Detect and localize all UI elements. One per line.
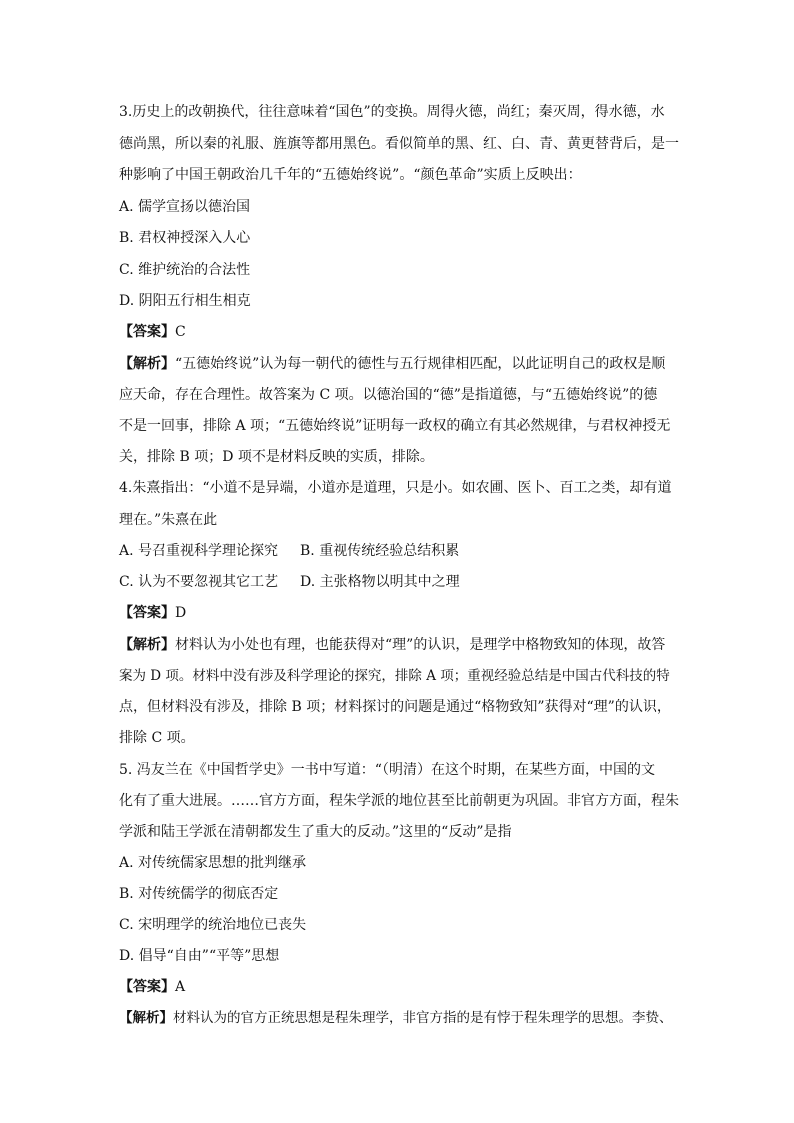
analysis-label: 【解析】 bbox=[119, 1010, 173, 1026]
q4-analysis-line-1 bbox=[119, 635, 679, 655]
analysis-label: 【解析】 bbox=[119, 356, 175, 372]
q5-analysis-line-1 bbox=[119, 1008, 679, 1028]
q5-option-c: C. 宋明理学的统治地位已丧失 bbox=[119, 917, 307, 933]
q4-analysis-line-4: 排除 C 项。 bbox=[119, 730, 195, 746]
q4-options-row-2 bbox=[119, 572, 679, 592]
q3-stem-line-3: 种影响了中国王朝政治几千年的“五德始终说”。“颜色革命”实质上反映出： bbox=[119, 167, 582, 183]
q3-stem-line-1: 3.历史上的改朝换代，往往意味着“国色”的变换。周得火德，尚红；秦灭周，得水德，水 bbox=[119, 104, 665, 120]
q5-stem-line-3: 学派和陆王学派在清朝都发生了重大的反动。”这里的“反动”是指 bbox=[119, 824, 512, 840]
q3-option-c: C. 维护统治的合法性 bbox=[119, 262, 251, 278]
answer-label: 【答案】 bbox=[119, 605, 175, 621]
q4-options-row-1 bbox=[119, 541, 679, 561]
q4-analysis-line-3: 点，但材料没有涉及，排除 B 项；材料探讨的问题是通过“格物致知”获得对“理”的认识， bbox=[119, 699, 671, 715]
analysis-text: 材料认为的官方正统思想是程朱理学，非官方指的是有悖于程朱理学的思想。李贽、 bbox=[173, 1010, 673, 1026]
q5-stem-line-2: 化有了重大进展。……官方方面，程朱学派的地位甚至比前朝更为巩固。非官方方面，程朱 bbox=[119, 793, 679, 809]
q3-option-a: A. 儒学宣扬以德治国 bbox=[119, 199, 251, 215]
q3-analysis-line-2: 应天命，存在合理性。故答案为 C 项。以德治国的“德”是指道德，与“五德始终说”的德 bbox=[119, 387, 658, 403]
q3-option-b: B. 君权神授深入人心 bbox=[119, 230, 251, 246]
q3-option-d: D. 阴阳五行相生相克 bbox=[119, 293, 251, 309]
q4-answer bbox=[119, 603, 679, 623]
analysis-text: 材料认为小处也有理，也能获得对“理”的认识，是理学中格物致知的体现，故答 bbox=[175, 637, 666, 653]
q4-option-a: A. 号召重视科学理论探究 bbox=[119, 543, 279, 559]
q4-stem-line-1: 4.朱熹指出：“小道不是异端，小道亦是道理，只是小。如农圃、医卜、百工之类，却有道 bbox=[119, 480, 672, 496]
q3-answer bbox=[119, 322, 679, 342]
answer-value: A bbox=[175, 979, 186, 995]
q3-analysis-line-3: 不是一回事，排除 A 项；“五德始终说”证明每一政权的确立有其必然规律，与君权神授无 bbox=[119, 418, 671, 434]
q5-option-d: D. 倡导“自由”“平等”思想 bbox=[119, 948, 280, 964]
q5-option-a: A. 对传统儒家思想的批判继承 bbox=[119, 855, 307, 871]
q3-stem-line-2: 德尚黑，所以秦的礼服、旌旗等都用黑色。看似简单的黑、红、白、青、黄更替背后，是一 bbox=[119, 136, 679, 152]
q5-answer bbox=[119, 977, 679, 997]
answer-value: C bbox=[175, 324, 186, 340]
q5-stem-line-1: 5. 冯友兰在《中国哲学史》一书中写道：“（明清）在这个时期，在某些方面，中国的文 bbox=[119, 762, 655, 778]
q4-option-b: B. 重视传统经验总结积累 bbox=[300, 543, 460, 559]
q4-analysis-line-2: 案为 D 项。材料中没有涉及科学理论的探究，排除 A 项；重视经验总结是中国古代科技的特 bbox=[119, 668, 670, 684]
answer-label: 【答案】 bbox=[119, 979, 175, 995]
q3-analysis-line-4: 关，排除 B 项；D 项不是材料反映的实质，排除。 bbox=[119, 449, 434, 465]
q3-analysis-line-1 bbox=[119, 354, 679, 374]
q5-option-b: B. 对传统儒学的彻底否定 bbox=[119, 886, 279, 902]
q4-stem-line-2: 理在。”朱熹在此 bbox=[119, 512, 218, 528]
analysis-label: 【解析】 bbox=[119, 637, 175, 653]
q4-option-c: C. 认为不要忽视其它工艺 bbox=[119, 574, 279, 590]
analysis-text: “五德始终说”认为每一朝代的德性与五行规律相匹配，以此证明自己的政权是顺 bbox=[175, 356, 666, 372]
q4-option-d: D. 主张格物以明其中之理 bbox=[300, 574, 460, 590]
answer-label: 【答案】 bbox=[119, 324, 175, 340]
answer-value: D bbox=[175, 605, 187, 621]
